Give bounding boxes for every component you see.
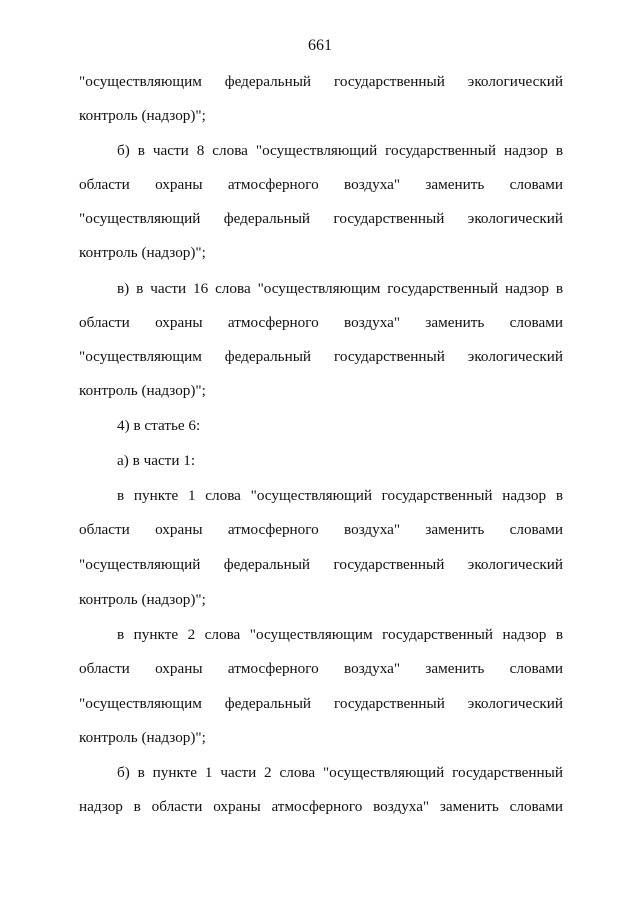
text-line: области охраны атмосферного воздуха" заменить словами bbox=[79, 176, 563, 193]
text-line: контроль (надзор)"; bbox=[79, 729, 206, 746]
text-line: контроль (надзор)"; bbox=[79, 244, 206, 261]
text-line: б) в пункте 1 части 2 слова "осуществляющий государственный bbox=[117, 764, 563, 781]
text-line: б) в части 8 слова "осуществляющий государственный надзор в bbox=[117, 142, 563, 159]
page-number: 661 bbox=[308, 37, 332, 54]
text-line: контроль (надзор)"; bbox=[79, 382, 206, 399]
text-line: а) в части 1: bbox=[117, 452, 196, 469]
text-line: "осуществляющий федеральный государственный экологический bbox=[79, 210, 563, 227]
text-line: надзор в области охраны атмосферного воздуха" заменить словами bbox=[79, 798, 563, 815]
text-line: области охраны атмосферного воздуха" заменить словами bbox=[79, 660, 563, 677]
text-line: 4) в статье 6: bbox=[117, 417, 201, 434]
text-line: "осуществляющим федеральный государственный экологический bbox=[79, 348, 563, 365]
text-line: контроль (надзор)"; bbox=[79, 107, 206, 124]
text-line: "осуществляющим федеральный государственный экологический bbox=[79, 73, 563, 90]
text-line: контроль (надзор)"; bbox=[79, 591, 206, 608]
text-line: в пункте 2 слова "осуществляющим государственный надзор в bbox=[117, 626, 563, 643]
text-line: в) в части 16 слова "осуществляющим государственный надзор в bbox=[117, 280, 563, 297]
text-line: "осуществляющий федеральный государственный экологический bbox=[79, 556, 563, 573]
text-line: "осуществляющим федеральный государственный экологический bbox=[79, 695, 563, 712]
text-line: области охраны атмосферного воздуха" заменить словами bbox=[79, 314, 563, 331]
text-line: в пункте 1 слова "осуществляющий государственный надзор в bbox=[117, 487, 563, 504]
text-line: области охраны атмосферного воздуха" заменить словами bbox=[79, 521, 563, 538]
